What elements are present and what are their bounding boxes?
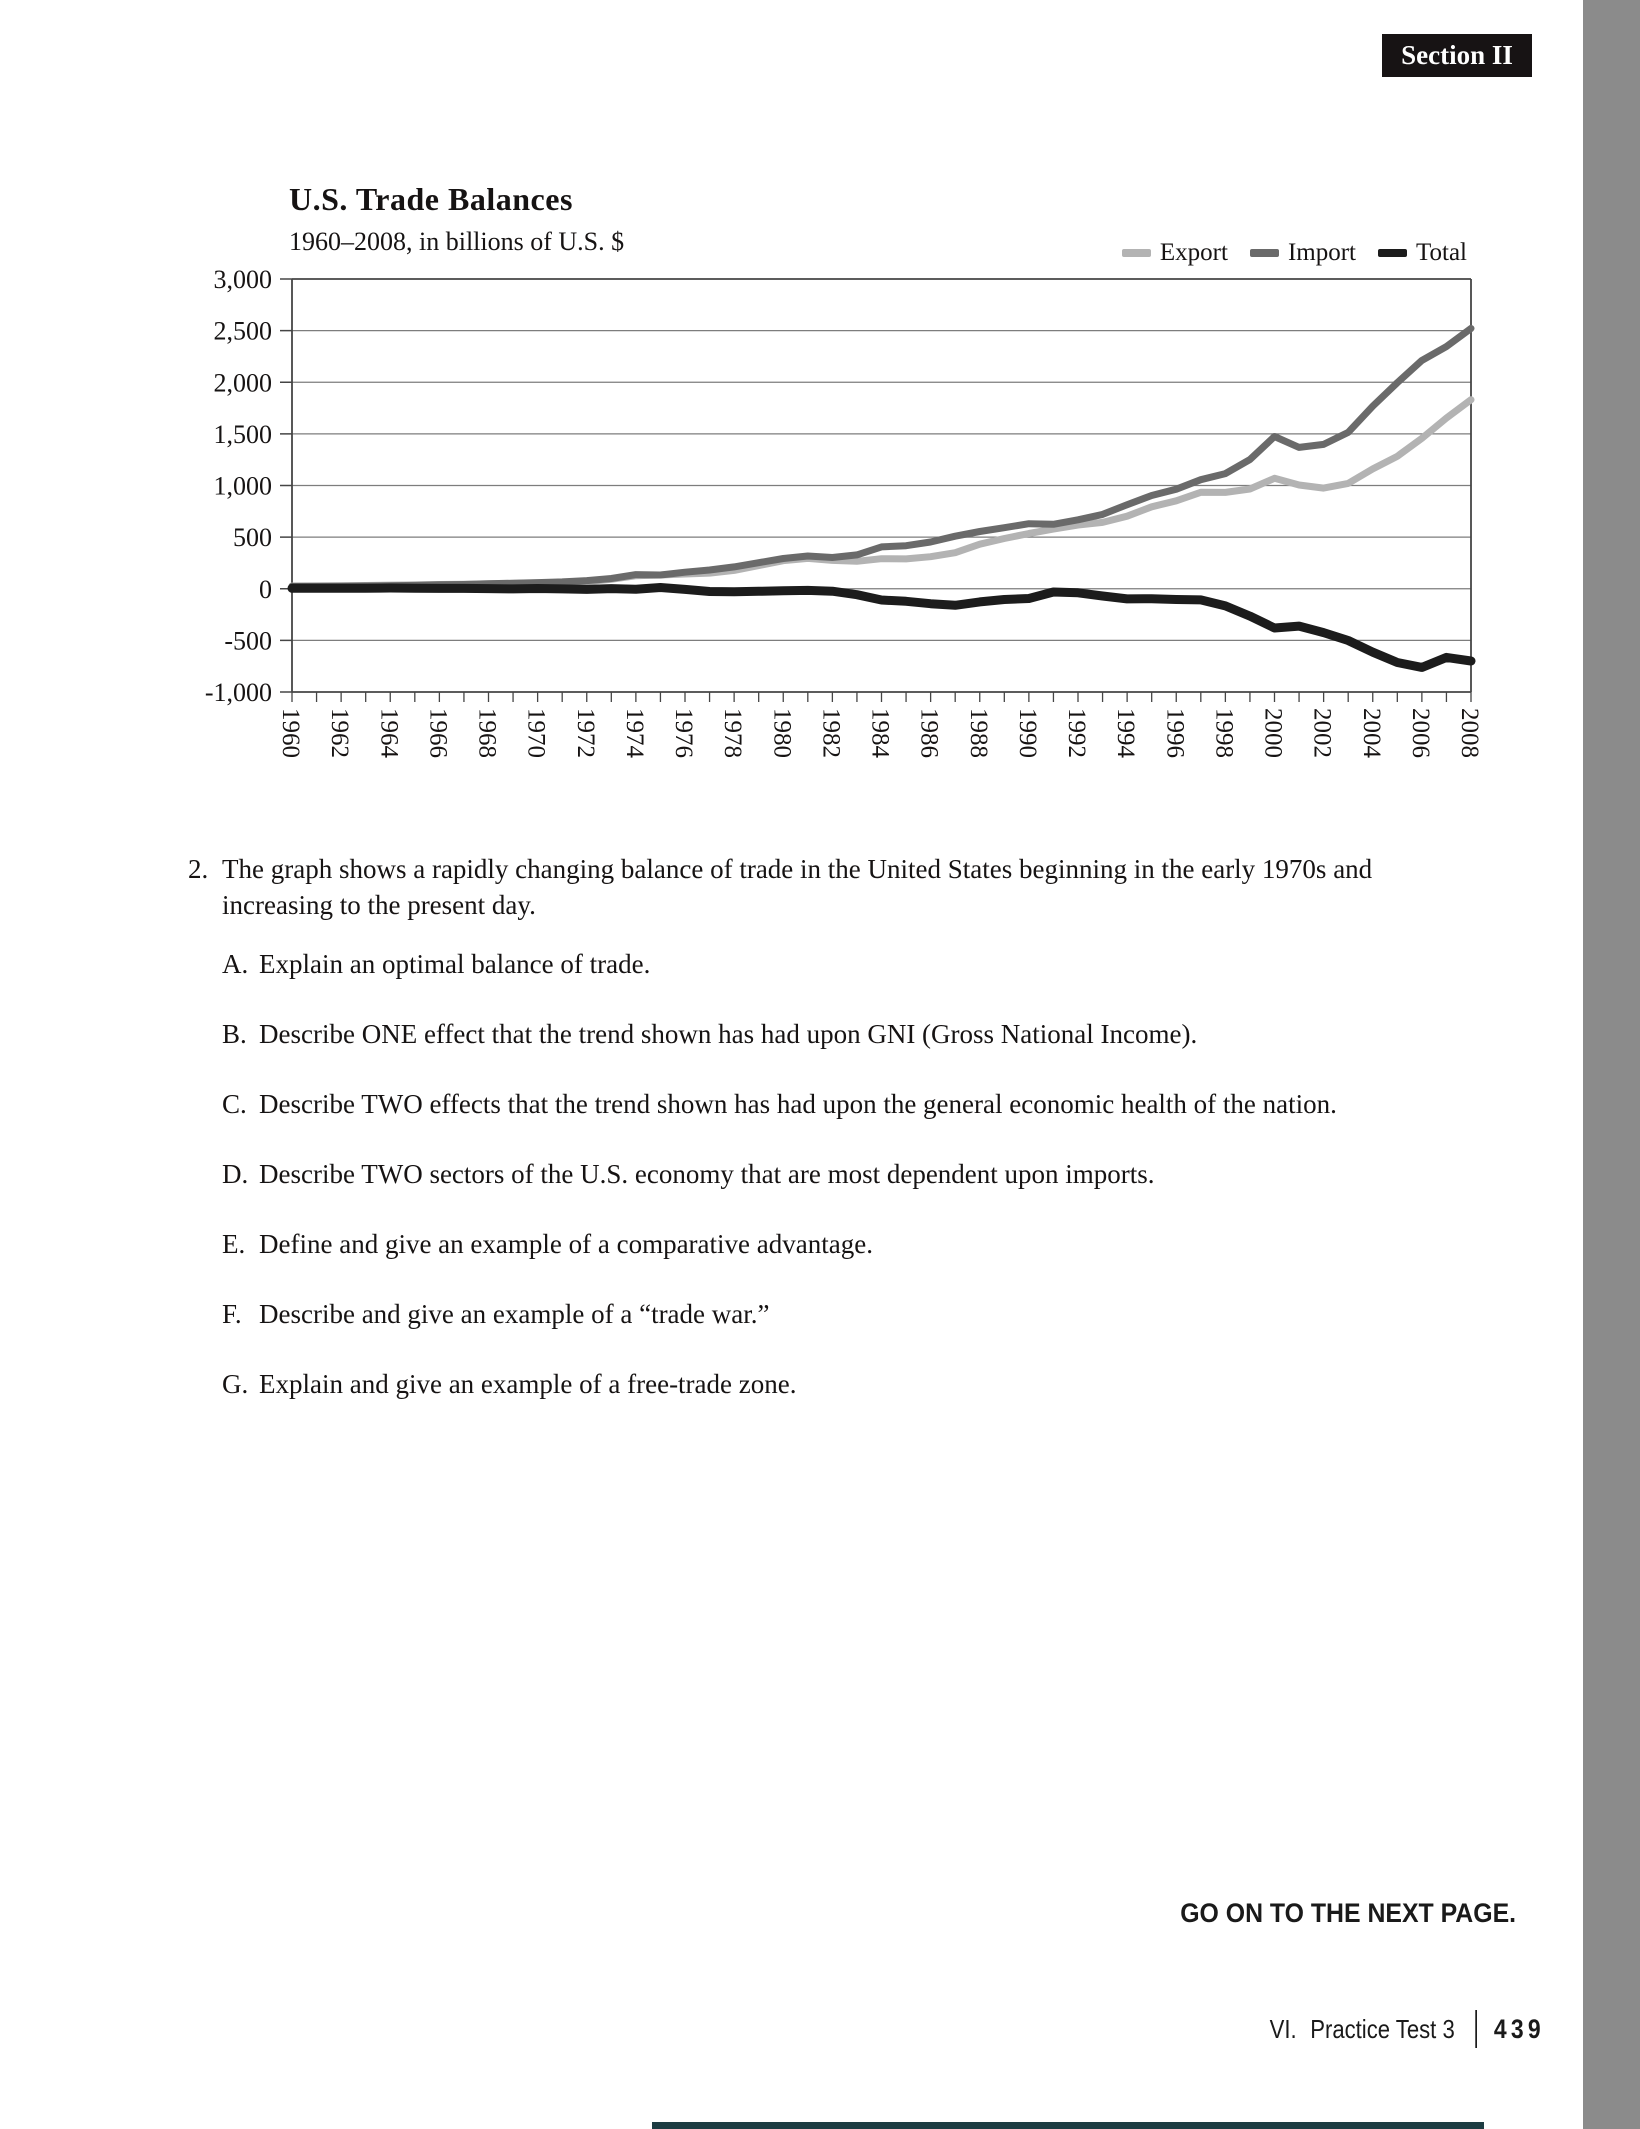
question-block (188, 851, 1483, 1402)
question-part-text: Explain and give an example of a free-trade zone. (259, 1369, 797, 1399)
y-tick-label: 0 (259, 574, 272, 604)
y-tick-label: 500 (233, 523, 272, 553)
x-tick-label: 1994 (1112, 708, 1140, 758)
y-tick-label: 2,500 (213, 316, 272, 346)
question-part-text: Describe TWO effects that the trend shown has had upon the general economic health of the nation. (259, 1089, 1337, 1119)
x-tick-label: 1996 (1161, 708, 1189, 758)
x-tick-label: 1998 (1210, 708, 1238, 758)
x-tick-label: 2008 (1456, 708, 1483, 758)
question-parts-list (222, 946, 1483, 1402)
footer-page-number: 439 (1493, 2013, 1545, 2044)
chart-title: U.S. Trade Balances (289, 181, 573, 217)
legend-label: Import (1287, 239, 1356, 266)
y-tick-label: 2,000 (213, 368, 272, 398)
question-part-letter: D. (222, 1159, 249, 1189)
question-stem-row (188, 851, 1483, 923)
series-line-total (292, 588, 1471, 668)
x-tick-label: 1984 (866, 708, 894, 758)
y-tick-label: 3,000 (213, 265, 272, 294)
question-part-letter: C. (222, 1089, 247, 1119)
footer-divider (1475, 2010, 1477, 2048)
question-part (222, 1086, 1483, 1122)
y-tick-label: 1,500 (213, 419, 272, 449)
x-tick-label: 1968 (473, 708, 501, 758)
x-tick-label: 1960 (277, 708, 304, 758)
question-part-text: Describe TWO sectors of the U.S. economy that are most dependent upon imports. (259, 1159, 1155, 1189)
bottom-edge-bar (652, 2122, 1484, 2129)
chart-subtitle: 1960–2008, in billions of U.S. $ (289, 227, 625, 256)
x-tick-label: 1962 (326, 708, 354, 758)
x-tick-label: 1982 (817, 708, 845, 758)
section-badge (1382, 34, 1532, 77)
series-line-import (292, 328, 1471, 586)
footer-book-section: VI. (1269, 2013, 1297, 2044)
legend-label: Export (1159, 239, 1228, 266)
question-part (222, 1366, 1483, 1402)
x-tick-label: 1986 (915, 708, 943, 758)
trade-balances-chart (150, 250, 1520, 790)
page-footer (1270, 2008, 1545, 2050)
question-part-text: Explain an optimal balance of trade. (259, 949, 651, 979)
question-stem-text: The graph shows a rapidly changing balance of trade in the United States beginning in the early 1970s and increasing to the present day. (222, 854, 1373, 920)
x-tick-label: 1990 (1013, 708, 1041, 758)
question-part (222, 1296, 1483, 1332)
x-tick-label: 1978 (719, 708, 747, 758)
question-part (222, 1016, 1483, 1052)
page-edge-sidebar (1583, 0, 1640, 2129)
x-tick-label: 1992 (1063, 708, 1090, 758)
question-number: 2. (188, 854, 209, 884)
x-tick-label: 2004 (1357, 708, 1385, 758)
y-tick-label: 1,000 (213, 471, 272, 501)
x-tick-label: 2000 (1259, 708, 1287, 758)
question-part (222, 1226, 1483, 1262)
question-part-text: Describe and give an example of a “trade war.” (259, 1299, 770, 1329)
question-part-letter: B. (222, 1019, 247, 1049)
go-on-instruction: GO ON TO THE NEXT PAGE. (1180, 1898, 1516, 1928)
x-tick-label: 1970 (522, 708, 550, 758)
question-part-text: Define and give an example of a comparative advantage. (259, 1229, 873, 1259)
question-part-text: Describe ONE effect that the trend shown has had upon GNI (Gross National Income). (259, 1019, 1198, 1049)
section-badge-label: Section II (1401, 40, 1513, 70)
footer-book-title: Practice Test 3 (1310, 2013, 1455, 2044)
x-tick-label: 1964 (375, 708, 403, 758)
question-part-letter: G. (222, 1369, 249, 1399)
question-part-letter: A. (222, 949, 249, 979)
x-tick-label: 1972 (571, 708, 599, 758)
x-tick-label: 1976 (670, 708, 697, 758)
x-tick-label: 1974 (620, 708, 648, 758)
x-tick-label: 1988 (964, 708, 992, 758)
series-line-export (292, 400, 1471, 586)
y-tick-label: -1,000 (204, 678, 272, 707)
question-part-letter: F. (222, 1299, 242, 1329)
question-part-letter: E. (222, 1229, 246, 1259)
legend-label: Total (1415, 239, 1467, 266)
x-tick-label: 1980 (768, 708, 796, 758)
x-tick-label: 2006 (1406, 708, 1434, 758)
y-tick-label: -500 (224, 626, 272, 656)
question-part (222, 1156, 1483, 1192)
x-tick-label: 2002 (1308, 708, 1336, 758)
question-part (222, 946, 1483, 982)
x-tick-label: 1966 (424, 708, 452, 758)
